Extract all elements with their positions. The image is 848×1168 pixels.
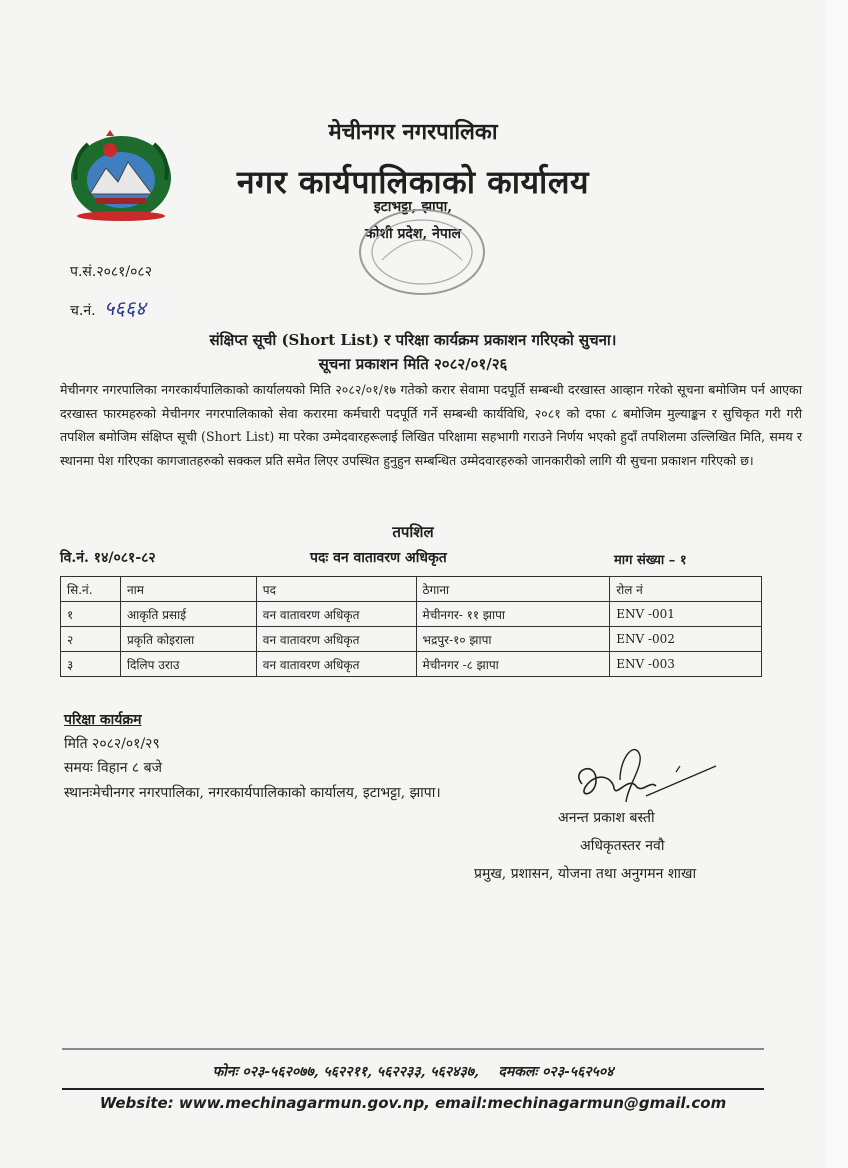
cell-address: भद्रपुर-१० झापा bbox=[416, 627, 610, 652]
details-heading: तपशिल bbox=[392, 523, 434, 541]
col-header-roll: रोल नं bbox=[610, 577, 762, 602]
cell-post: वन वातावरण अधिकृत bbox=[256, 627, 416, 652]
col-header-address: ठेगाना bbox=[416, 577, 610, 602]
chalani-number: ५६६४ bbox=[104, 296, 146, 320]
footer-website: Website: www.mechinagarmun.gov.np, email:mechinagarmun@gmail.com bbox=[99, 1094, 727, 1112]
notice-title: संक्षिप्त सूची (Short List) र परिक्षा कार्यक्रम प्रकाशन गरिएको सुचना। bbox=[209, 331, 617, 349]
table-row bbox=[61, 602, 762, 627]
table-row bbox=[61, 627, 762, 652]
demand-count: माग संख्या – १ bbox=[614, 553, 687, 568]
office-stamp-icon bbox=[352, 200, 492, 300]
cell-post: वन वातावरण अधिकृत bbox=[256, 602, 416, 627]
cell-address: मेचीनगर- ११ झापा bbox=[416, 602, 610, 627]
notice-body: मेचीनगर नगरपालिका नगरकार्यपालिकाको कार्यालयको मिति २०८२/०१/१७ गतेको करार सेवामा पदपूर्ति सम्बन्धी दरखास्त आव्हान गरेको सूचना बमोजिम पर्न आएका दरखास्त फारमहरुको मेचीनगर नगरपालिकाको सेवा करारमा कर्मचारी पदपूर्ति गर्ने सम्बन्धी कार्यविधि, २०८१ को दफा ८ बमोजिम मुल्याङ्कन र सुचिकृत गरी गरी तपशिल बमोजिम संक्षिप्त सूची (Short List) मा परेका उम्मेदवारहरूलाई लिखित परिक्षामा सहभागी गराउने निर्णय भएको हुदाँ तपशिलमा उल्लिखित मिति, समय र स्थानमा पेश गरिएका कागजातहरुको सक्कल प्रति समेत लिएर उपस्थित हुनुहुन सम्बन्धित उम्मेदवारहरुको जानकारीको लागि यी सुचना प्रकाशन गरिएको छ। bbox=[60, 382, 802, 468]
office-address-city: इटाभट्टा, झापा, bbox=[373, 199, 453, 215]
cell-roll: ENV -003 bbox=[610, 652, 762, 677]
shortlist-table bbox=[60, 576, 762, 677]
col-header-serial: सि.नं. bbox=[61, 577, 121, 602]
footer-phone: फोनः ०२३-५६२०७७, ५६२२११, ५६२२३३, ५६२४३७, दमकलः ०२३-५६२५०४ bbox=[212, 1064, 614, 1080]
exam-time: समयः विहान ८ बजे bbox=[64, 760, 163, 776]
cell-serial: २ bbox=[61, 627, 121, 652]
table-header-row bbox=[61, 577, 762, 602]
col-header-name: नाम bbox=[120, 577, 256, 602]
cell-serial: ३ bbox=[61, 652, 121, 677]
signatory-department: प्रमुख, प्रशासन, योजना तथा अनुगमन शाखा bbox=[474, 866, 697, 882]
cell-address: मेचीनगर -८ झापा bbox=[416, 652, 610, 677]
office-address-province: कोशी प्रदेश, नेपाल bbox=[365, 226, 461, 242]
vigyapan-number: वि.नं. १४/०८१-८२ bbox=[60, 550, 156, 566]
cell-roll: ENV -001 bbox=[610, 602, 762, 627]
cell-name: दिलिप उराउ bbox=[120, 652, 256, 677]
cell-roll: ENV -002 bbox=[610, 627, 762, 652]
exam-title: परिक्षा कार्यक्रम bbox=[64, 712, 142, 728]
cell-name: आकृति प्रसाई bbox=[120, 602, 256, 627]
signatory-post: अधिकृतस्तर नवौ bbox=[580, 838, 665, 854]
office-name: नगर कार्यपालिकाको कार्यालय bbox=[236, 163, 590, 201]
footer-divider bbox=[62, 1088, 764, 1090]
exam-date: मिति २०८२/०१/२९ bbox=[64, 736, 160, 752]
patra-sankhya: प.सं.२०८१/०८२ bbox=[70, 264, 152, 280]
cell-name: प्रकृति कोइराला bbox=[120, 627, 256, 652]
signatory-name: अनन्त प्रकाश बस्ती bbox=[558, 810, 655, 826]
col-header-post: पद bbox=[256, 577, 416, 602]
chalani-label: च.नं. bbox=[70, 303, 96, 319]
cell-serial: १ bbox=[61, 602, 121, 627]
municipality-name: मेचीनगर नगरपालिका bbox=[328, 119, 498, 145]
footer-divider-top bbox=[62, 1048, 764, 1050]
page-edge bbox=[826, 0, 848, 1168]
table-row bbox=[61, 652, 762, 677]
publish-date: सूचना प्रकाशन मिति २०८२/०१/२६ bbox=[318, 355, 508, 373]
post-name: पदः वन वातावरण अधिकृत bbox=[310, 550, 447, 566]
chalani-number-line bbox=[70, 294, 146, 321]
cell-post: वन वातावरण अधिकृत bbox=[256, 652, 416, 677]
exam-place: स्थानःमेचीनगर नगरपालिका, नगरकार्यपालिकाको कार्यालय, इटाभट्टा, झापा। bbox=[64, 785, 441, 801]
